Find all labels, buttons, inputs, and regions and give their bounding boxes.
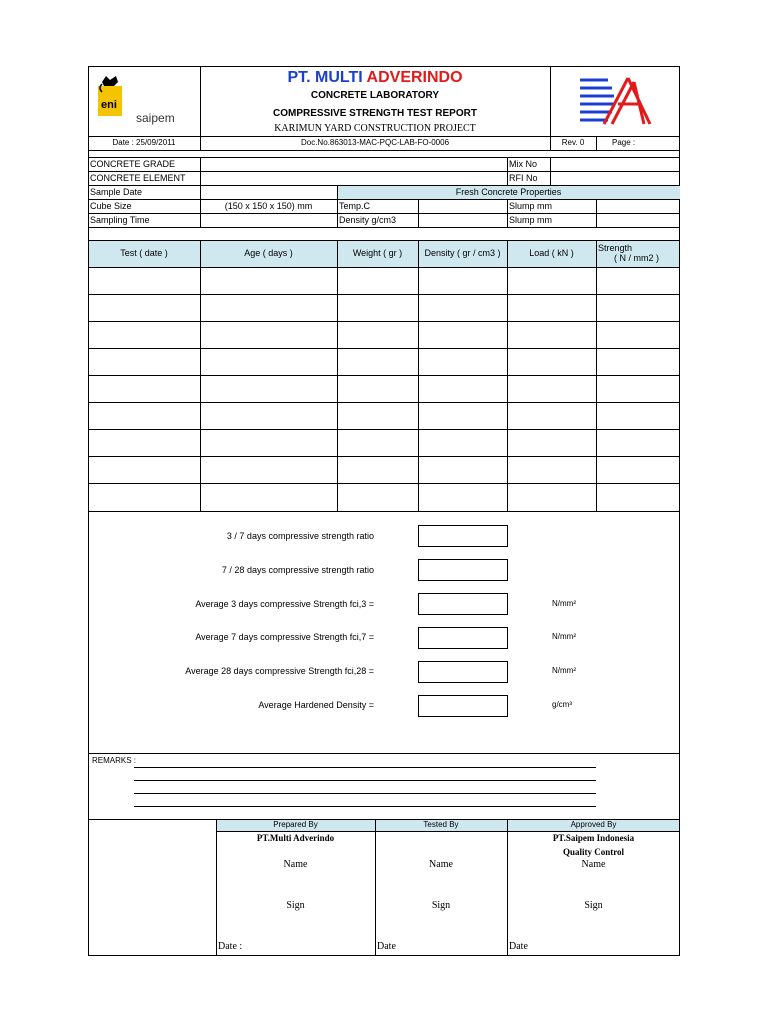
divider: [88, 321, 680, 322]
name-label: Name: [283, 859, 308, 870]
multi-adverindo-logo: [578, 74, 652, 128]
divider: [375, 819, 376, 956]
divider: [88, 136, 680, 137]
cube-size-value: (150 x 150 x 150) mm: [224, 201, 313, 211]
divider: [88, 199, 680, 200]
divider: [88, 402, 680, 403]
name-label: Name: [429, 859, 453, 870]
concrete-element-label: CONCRETE ELEMENT: [90, 173, 186, 183]
ratio-7-28-box: [418, 559, 508, 581]
fresh-props-header: Fresh Concrete Properties: [455, 187, 562, 197]
mix-no-label: Mix No: [509, 159, 538, 169]
divider: [596, 240, 597, 511]
temp-label: Temp.C: [339, 201, 371, 211]
ma-logo-icon: [578, 74, 652, 128]
revision: Rev. 0: [561, 138, 585, 147]
divider: [418, 240, 419, 511]
report-title: COMPRESSIVE STRENGTH TEST REPORT: [273, 108, 477, 119]
avg-28-days-label: Average 28 days compressive Strength fci,28 =: [185, 666, 374, 676]
avg-density-label: Average Hardened Density =: [258, 700, 374, 710]
remarks-line: [134, 806, 596, 807]
divider: [217, 831, 680, 832]
divider: [507, 240, 508, 511]
divider: [88, 213, 680, 214]
col-header-strength: Strength: [598, 243, 633, 253]
company-name-part2: ADVERINDO: [366, 69, 463, 86]
avg-density-box: [418, 695, 508, 717]
concrete-grade-label: CONCRETE GRADE: [90, 159, 176, 169]
unit-n-mm2: N/mm²: [552, 632, 576, 641]
divider: [88, 483, 680, 484]
avg-3-days-label: Average 3 days compressive Strength fci,3 =: [195, 599, 374, 609]
ratio-3-7-label: 3 / 7 days compressive strength ratio: [226, 531, 374, 541]
project-title: KARIMUN YARD CONSTRUCTION PROJECT: [274, 123, 476, 134]
divider: [596, 199, 597, 227]
col-header-load: Load ( kN ): [529, 248, 574, 258]
divider: [88, 348, 680, 349]
divider: [337, 240, 338, 511]
divider: [88, 171, 680, 172]
approved-dept: Quality Control: [562, 847, 625, 857]
remarks-line: [134, 767, 596, 768]
remarks-label: REMARKS :: [92, 756, 137, 765]
slump-label: Slump mm: [509, 201, 553, 211]
date-label: Date: [509, 941, 528, 952]
doc-number: Doc.No.863013-MAC-PQC-LAB-FO-0006: [300, 138, 450, 147]
page-label: Page :: [612, 138, 636, 147]
avg-7-days-label: Average 7 days compressive Strength fci,7 =: [195, 632, 374, 642]
avg-3-days-box: [418, 593, 508, 615]
avg-7-days-box: [418, 627, 508, 649]
remarks-line: [134, 793, 596, 794]
report-date: Date : 25/09/2011: [112, 138, 176, 147]
col-header-weight: Weight ( gr ): [352, 248, 403, 258]
unit-n-mm2: N/mm²: [552, 666, 576, 675]
sign-label: Sign: [431, 900, 451, 911]
divider: [200, 157, 201, 227]
sign-label: Sign: [584, 900, 603, 911]
divider: [200, 240, 201, 511]
divider: [88, 157, 680, 158]
divider: [88, 240, 680, 241]
divider: [550, 157, 551, 185]
col-header-age: Age ( days ): [244, 248, 293, 258]
col-header-strength-unit: ( N / mm2 ): [614, 253, 659, 263]
divider: [418, 199, 419, 227]
avg-28-days-box: [418, 661, 508, 683]
sampling-time-label: Sampling Time: [90, 215, 150, 225]
lab-title: CONCRETE LABORATORY: [310, 90, 440, 101]
sign-label: Sign: [286, 900, 305, 911]
divider: [88, 150, 680, 151]
rfi-no-label: RFI No: [509, 173, 538, 183]
divider: [596, 136, 597, 150]
unit-g-cm3: g/cm³: [552, 700, 572, 709]
divider: [507, 157, 508, 185]
unit-n-mm2: N/mm²: [552, 599, 576, 608]
saipem-text: saipem: [136, 111, 175, 125]
divider: [88, 227, 680, 228]
eni-text: eni: [101, 99, 117, 111]
sample-date-label: Sample Date: [90, 187, 143, 197]
ratio-3-7-box: [418, 525, 508, 547]
date-label: Date: [377, 941, 396, 952]
divider: [88, 753, 680, 754]
name-label: Name: [581, 859, 606, 870]
density-label: Density g/cm3: [339, 215, 397, 225]
divider: [88, 511, 680, 512]
divider: [88, 267, 680, 268]
company-name-part1: PT. MULTI: [287, 69, 363, 86]
divider: [88, 456, 680, 457]
divider: [88, 294, 680, 295]
ratio-7-28-label: 7 / 28 days compressive strength ratio: [221, 565, 374, 575]
divider: [550, 66, 551, 150]
eni-saipem-logo: [96, 72, 196, 132]
divider: [507, 199, 508, 227]
col-header-density: Density ( gr / cm3 ): [424, 248, 501, 258]
remarks-line: [134, 780, 596, 781]
tested-by-header: Tested By: [423, 820, 459, 829]
cube-size-label: Cube Size: [90, 201, 132, 211]
approved-company: PT.Saipem Indonesia: [552, 833, 635, 843]
company-name: [200, 70, 550, 86]
prepared-by-header: Prepared By: [273, 820, 318, 829]
divider: [88, 375, 680, 376]
col-header-test-date: Test ( date ): [120, 248, 168, 258]
date-label: Date :: [218, 941, 243, 952]
divider: [88, 429, 680, 430]
prepared-company: PT.Multi Adverindo: [256, 833, 335, 843]
approved-by-header: Approved By: [570, 820, 617, 829]
slump-label: Slump mm: [509, 215, 553, 225]
